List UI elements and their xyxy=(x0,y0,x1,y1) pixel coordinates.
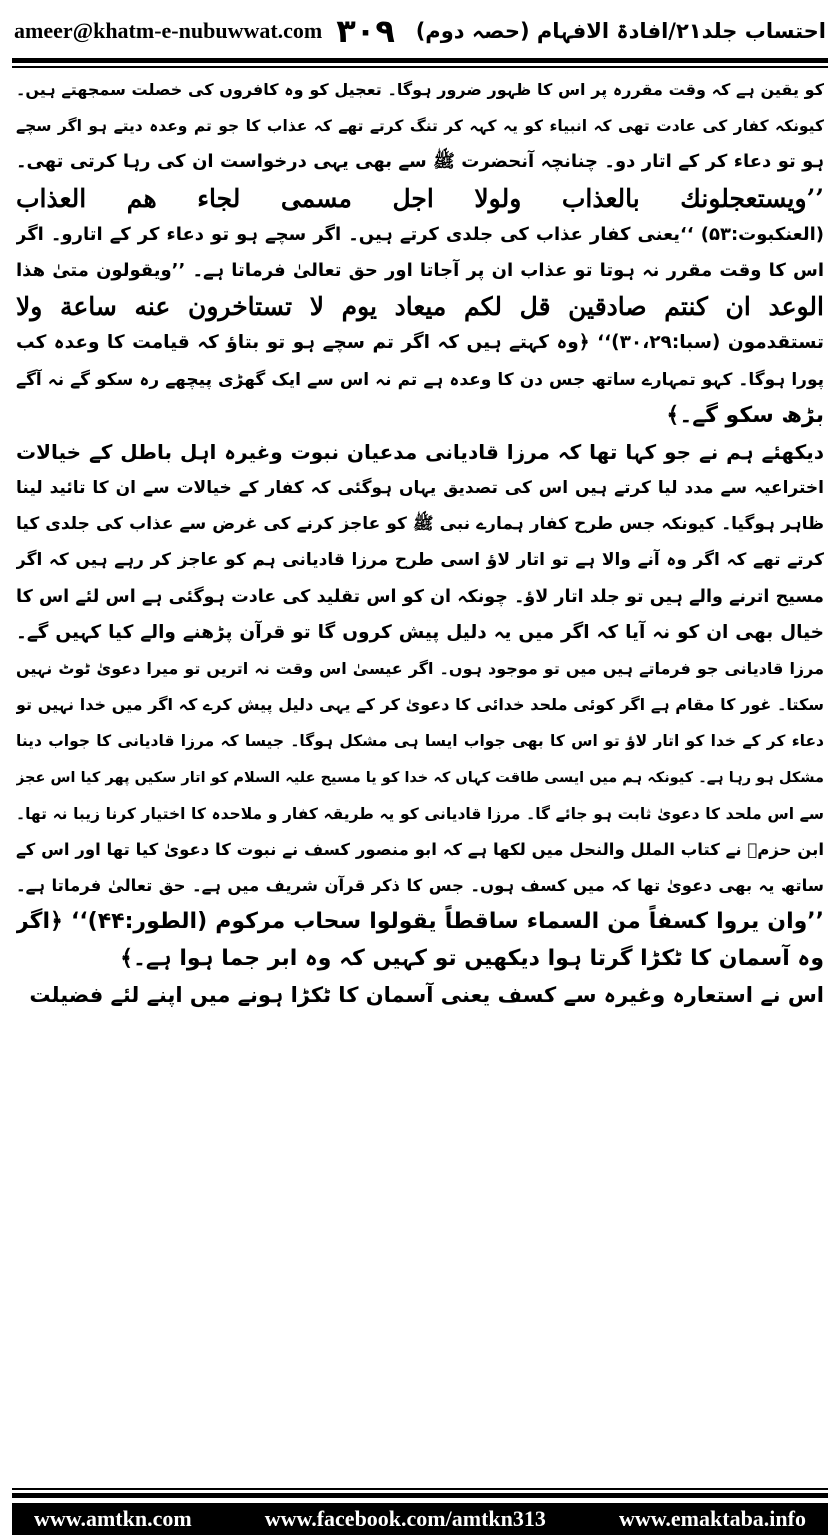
quran-quote-line: الوعد ان کنتم صادقین قل لكم ميعاد يوم لا تستاخرون عنه ساعة ولا xyxy=(16,292,824,322)
text-line: خیال بھی ان کو نہ آیا کہ اگر میں یہ دلیل پیش کروں گا تو قرآن پڑھنے والے کیا کہیں گے۔ xyxy=(16,621,824,643)
text-line: اس نے استعارہ وغیرہ سے کسف یعنی آسمان کا ٹکڑا ہونے میں اپنے لئے فضیلت xyxy=(29,982,824,1007)
header-left xyxy=(14,12,395,50)
quran-quote-line: ’’ویستعجلونك بالعذاب ولولا اجل مسمی لجاء هم العذاب xyxy=(16,183,824,213)
header-email[interactable]: ameer@khatm-e-nubuwwat.com xyxy=(14,18,323,43)
header-rule-thick xyxy=(12,58,828,63)
footer-link-amtkn[interactable]: www.amtkn.com xyxy=(34,1506,192,1531)
page-number: ۳۰۹ xyxy=(336,12,395,50)
text-line: ’’وان یروا کسفاً من السماء ساقطاً یقولوا سحاب مرکوم (الطور:۴۴)‘‘ ﴿اگر xyxy=(16,909,824,935)
text-line: تستقدمون (سبا:۳۰،۲۹)‘‘ ﴿وہ کہتے ہیں کہ اگر تم سچے ہو تو بتاؤ کہ قیامت کا وعدہ کب xyxy=(16,332,824,354)
book-title: احتساب جلد۲۱/افادۃ الافہام (حصہ دوم) xyxy=(415,19,826,43)
footer-link-emaktaba[interactable]: www.emaktaba.info xyxy=(618,1506,806,1531)
text-line: مشکل ہو رہا ہے۔ کیونکہ ہم میں ایسی طاقت کہاں کہ خدا کو یا مسیح علیہ السلام کو اتار سکیں پھر کیا اس عجز xyxy=(16,769,824,786)
text-line: کو یقین ہے کہ وقت مقررہ پر اس کا ظہور ضرور ہوگا۔ تعجیل کو وہ کافروں کی خصلت سمجھتے ہیں۔ xyxy=(16,80,824,99)
text-line: دعاء کر کے خدا کو اتار لاؤ تو اس کا بھی جواب ایسا ہی مشکل ہوگا۔ جیسا کہ مرزا قادیانی کا جواب دینا xyxy=(16,732,824,751)
text-line: ہو تو دعاء کر کے اتار دو۔ چنانچہ آنحضرت ﷺ سے بھی یہی درخواست ان کی رہا کرتی تھی۔ xyxy=(16,151,824,173)
text-line: سکتا۔ غور کا مقام ہے اگر کوئی ملحد خدائی کا دعویٰ کر کے یہی دلیل پیش کرے کہ اگر میں خدا نہیں تو xyxy=(16,695,824,715)
text-line: کیونکہ کفار کی عادت تھی کہ انبیاء کو یہ کہہ کر تنگ کرتے تھے کہ عذاب کا جو تم وعدہ دیتے ہو اگر سچے xyxy=(16,117,824,136)
text-line: ساتھ یہ بھی دعویٰ تھا کہ میں کسف ہوں۔ جس کا ذکر قرآن شریف میں ہے۔ حق تعالیٰ فرماتا ہے۔ xyxy=(16,876,824,896)
page-header xyxy=(14,6,826,56)
text-line: پورا ہوگا۔ کہو تمہارے ساتھ جس دن کا وعدہ ہے تم نہ اس سے ایک گھڑی پیچھے رہ سکو گے نہ آگے xyxy=(16,369,824,390)
text-line: ظاہر ہوگیا۔ کیونکہ جس طرح کفار ہمارے نبی ﷺ کو عاجز کرنے کی غرض سے عذاب کی جلدی کیا xyxy=(16,514,824,535)
footer-rule-thick xyxy=(12,1493,828,1498)
text-line: مرزا قادیانی جو فرماتے ہیں میں تو موجود ہوں۔ اگر عیسیٰ اس وقت نہ اتریں تو میرا دعویٰ ٹوٹ نہیں xyxy=(16,659,824,678)
text-line: سے اس ملحد کا دعویٰ ثابت ہو جائے گا۔ مرزا قادیانی کو یہ طریقہ کفار و ملاحدہ کا اختیار کرنا زیبا نہ تھا۔ xyxy=(16,804,824,823)
text-line: بڑھ سکو گے۔﴾ xyxy=(666,402,824,428)
text-line: اس کا وقت مقرر نہ ہوتا تو عذاب ان پر آجاتا اور حق تعالیٰ فرماتا ہے۔ ’’ویقولون متیٰ هذا xyxy=(16,259,824,281)
footer-link-facebook[interactable]: www.facebook.com/amtkn313 xyxy=(264,1506,546,1531)
text-line: ابن حزمؒ نے کتاب الملل والنحل میں لکھا ہے کہ ابو منصور کسف نے نبوت کا دعویٰ کیا تھا اور اس کے xyxy=(16,839,824,859)
text-line: (العنکبوت:۵۳) ‘‘یعنی کفار عذاب کی جلدی کرتے ہیں۔ اگر سچے ہو تو دعاء کر کے اتارو۔ اگر xyxy=(16,223,824,245)
header-rule-thin xyxy=(12,66,828,68)
page-footer xyxy=(12,1503,828,1535)
page-body xyxy=(16,72,824,1013)
text-line: وہ آسمان کا ٹکڑا گرتا ہوا دیکھیں تو کہیں کہ وہ ابر جما ہوا ہے۔﴾ xyxy=(120,945,824,971)
text-line: مسیح اترنے والے ہیں تو جلد اتار لاؤ۔ چونکہ ان کو اس تقلید کی عادت ہوگئی ہے اس لئے اس کا xyxy=(16,586,824,607)
text-line: دیکھئے ہم نے جو کہا تھا کہ مرزا قادیانی مدعیان نبوت وغیرہ اہل باطل کے خیالات xyxy=(16,439,824,464)
footer-rule-thin xyxy=(12,1488,828,1490)
text-line: اختراعیہ سے مدد لیا کرتے ہیں اس کی تصدیق یہاں ہوگئی کہ کفار کے خیالات سے ان کا تائید لینا xyxy=(16,478,824,499)
text-line: کرتے تھے کہ اگر وہ آنے والا ہے تو اتار لاؤ اسی طرح مرزا قادیانی ہم کو عاجز کر رہے ہیں کہ اگر xyxy=(16,550,824,571)
